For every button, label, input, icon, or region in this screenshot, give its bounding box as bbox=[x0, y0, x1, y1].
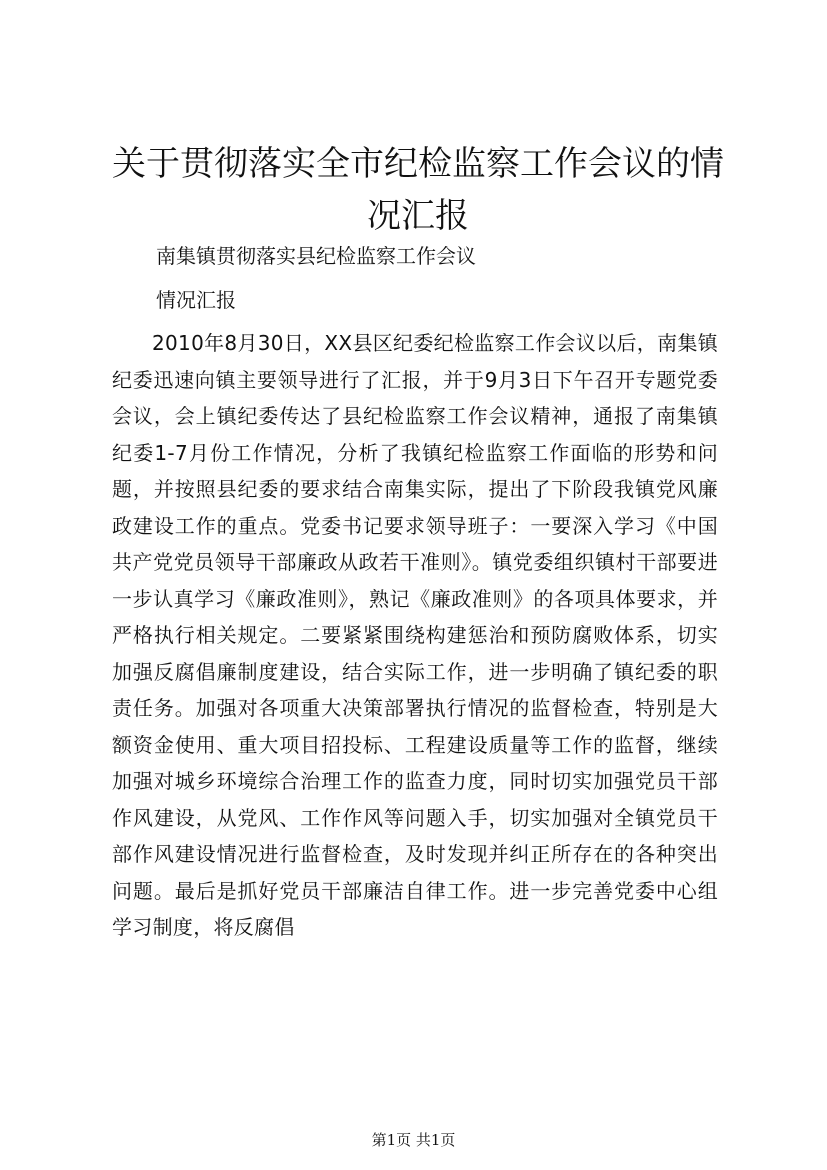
page-footer: 第1页 共1页 bbox=[371, 1131, 456, 1149]
body-paragraph: 2010年8月30日，XX县区纪委纪检监察工作会议以后，南集镇纪委迅速向镇主要领导进行了汇报，并于9月3日下午召开专题党委会议，会上镇纪委传达了县纪检监察工作会议精神，通报了南集镇纪委1-7月份工作情况，分析了我镇纪检监察工作面临的形势和问题，并按照县纪委的要求结合南集实际，提出了下阶段我镇党风廉政建设工作的重点。党委书记要求领导班子：一要深入学习《中国共产党党员领导干部廉政从政若干准则》。镇党委组织镇村干部要进一步认真学习《廉政准则》，熟记《廉政准则》的各项具体要求，并严格执行相关规定。二要紧紧围绕构建惩治和预防腐败体系，切实加强反腐倡廉制度建设，结合实际工作，进一步明确了镇纪委的职责任务。加强对各项重大决策部署执行情况的监督检查，特别是大额资金使用、重大项目招投标、工程建设质量等工作的监督，继续加强对城乡环境综合治理工作的监查力度，同时切实加强党员干部作风建设，从党风、工作作风等问题入手，切实加强对全镇党员干部作风建设情况进行监督检查，及时发现并纠正所存在的各种突出问题。最后是抓好党员干部廉洁自律工作。进一步完善党委中心组学习制度，将反腐倡 bbox=[112, 331, 718, 939]
subtitle-line-1: 南集镇贯彻落实县纪检监察工作会议 bbox=[156, 244, 476, 268]
document-title: 关于贯彻落实全市纪检监察工作会议的情况汇报 bbox=[112, 144, 724, 236]
subtitle-line-2: 情况汇报 bbox=[156, 288, 236, 312]
